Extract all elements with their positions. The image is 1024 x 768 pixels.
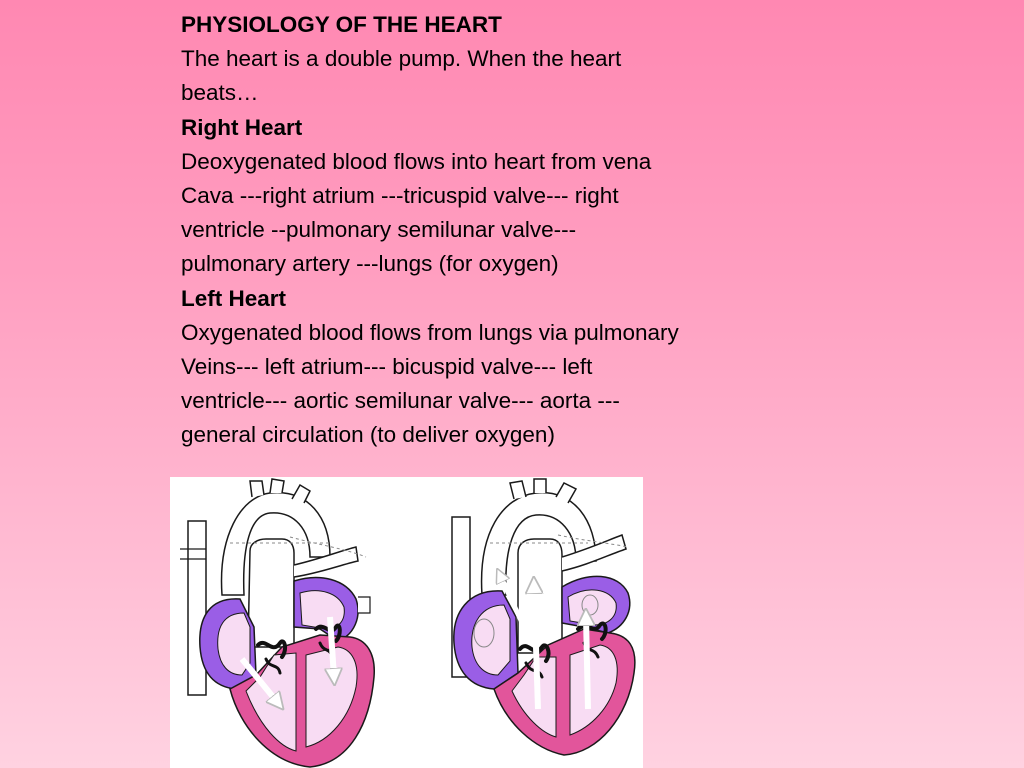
heart-diagram-filling <box>180 479 374 767</box>
vena-cava-shape <box>188 521 206 695</box>
left-heart-heading: Left Heart <box>181 285 287 311</box>
heart-diagram-ejection <box>452 479 635 755</box>
intro-line-1: The heart is a double pump. When the heart <box>181 46 622 72</box>
right-heart-line-3: ventricle --pulmonary semilunar valve--- <box>181 217 577 243</box>
pulmonary-artery-shape-2 <box>518 539 562 653</box>
right-heart-heading: Right Heart <box>181 114 303 140</box>
right-heart-line-4: pulmonary artery ---lungs (for oxygen) <box>181 251 559 277</box>
left-heart-line-3: ventricle--- aortic semilunar valve--- aorta --- <box>181 388 620 414</box>
left-heart-line-4: general circulation (to deliver oxygen) <box>181 422 555 448</box>
right-heart-line-1: Deoxygenated blood flows into heart from vena <box>181 148 652 174</box>
left-heart-line-1: Oxygenated blood flows from lungs via pulmonary <box>181 319 679 345</box>
heart-diagram <box>170 477 643 768</box>
right-heart-line-2: Cava ---right atrium ---tricuspid valve--- right <box>181 183 619 209</box>
left-heart-line-2: Veins--- left atrium--- bicuspid valve--- left <box>181 354 593 380</box>
slide-title: PHYSIOLOGY OF THE HEART <box>181 12 502 37</box>
intro-line-2: beats… <box>181 80 259 106</box>
slide-text-block <box>181 8 781 453</box>
